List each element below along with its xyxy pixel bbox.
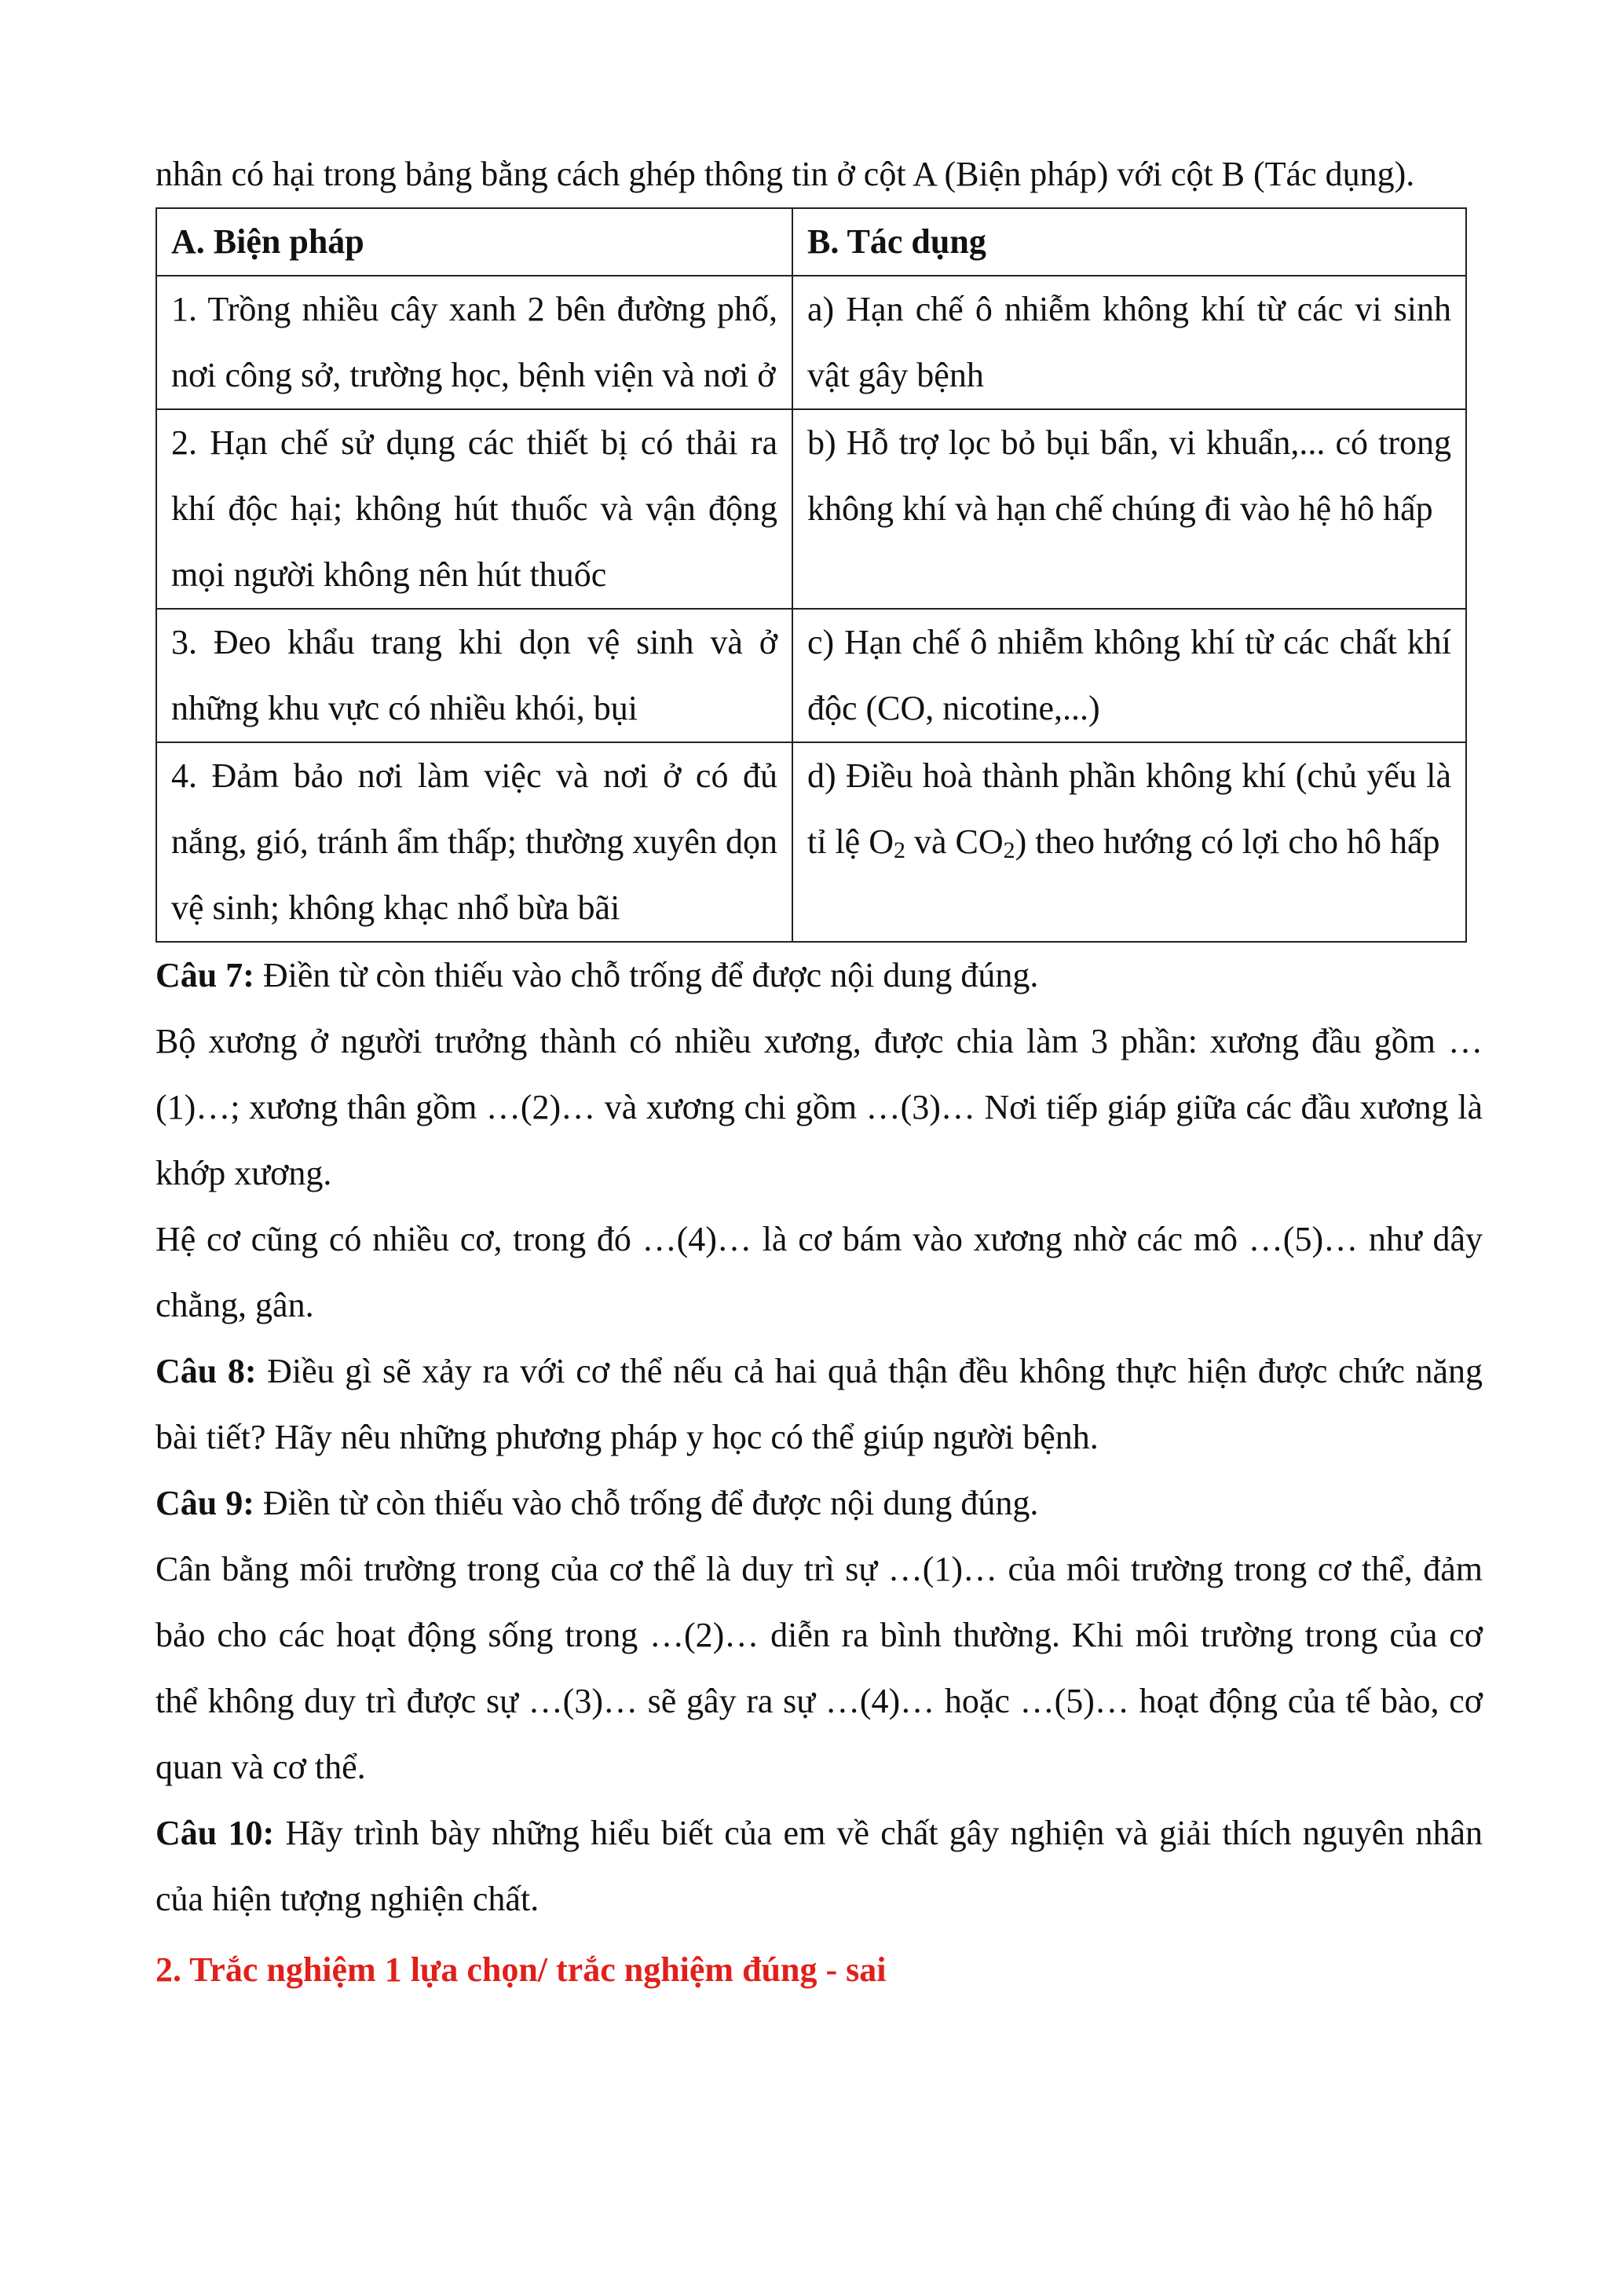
document-page [155, 141, 1483, 2003]
question-label: Câu 7: [155, 956, 254, 994]
table-cell-measure: 1. Trồng nhiều cây xanh 2 bên đường phố, nơi công sở, trường học, bệnh viện và nơi ở [156, 276, 792, 409]
table-cell-effect: c) Hạn chế ô nhiễm không khí từ các chất khí độc (CO, nicotine,...) [792, 609, 1466, 742]
table-cell-effect: a) Hạn chế ô nhiễm không khí từ các vi sinh vật gây bệnh [792, 276, 1466, 409]
subscript: 2 [893, 837, 905, 863]
column-a-header: A. Biện pháp [156, 208, 792, 276]
question-10 [155, 1800, 1483, 1932]
effect-text-part: d) Điều hoà thành phần không khí (chủ yếu là tỉ lệ O [807, 756, 1451, 861]
table-cell-measure: 4. Đảm bảo nơi làm việc và nơi ở có đủ nắng, gió, tránh ẩm thấp; thường xuyên dọn vệ sinh; không khạc nhổ bừa bãi [156, 742, 792, 942]
intro-paragraph: nhân có hại trong bảng bằng cách ghép thông tin ở cột A (Biện pháp) với cột B (Tác dụng). [155, 155, 1415, 193]
question-text: Điền từ còn thiếu vào chỗ trống để được nội dung đúng. [254, 1484, 1039, 1522]
question-label: Câu 8: [155, 1352, 257, 1390]
question-text: Điền từ còn thiếu vào chỗ trống để được nội dung đúng. [254, 956, 1039, 994]
table-cell-effect: b) Hỗ trợ lọc bỏ bụi bẩn, vi khuẩn,... có trong không khí và hạn chế chúng đi vào hệ hô hấp [792, 409, 1466, 609]
effect-text-part: và CO [905, 822, 1004, 861]
section-heading: 2. Trắc nghiệm 1 lựa chọn/ trắc nghiệm đúng - sai [155, 1950, 887, 1989]
table-row [156, 276, 1466, 409]
effect-text-part: ) theo hướng có lợi cho hô hấp [1015, 822, 1440, 861]
question-7-paragraph: Hệ cơ cũng có nhiều cơ, trong đó …(4)… là cơ bám vào xương nhờ các mô …(5)… như dây chằng, gân. [155, 1220, 1483, 1324]
question-7-paragraph: Bộ xương ở người trưởng thành có nhiều xương, được chia làm 3 phần: xương đầu gồm …(1)…; xương thân gồm …(2)… và xương chi gồm …(3)… Nơi tiếp giáp giữa các đầu xương là khớp xương. [155, 1022, 1483, 1192]
table-cell-measure: 3. Đeo khẩu trang khi dọn vệ sinh và ở những khu vực có nhiều khói, bụi [156, 609, 792, 742]
question-7 [155, 943, 1483, 1009]
column-b-header: B. Tác dụng [792, 208, 1466, 276]
table-row [156, 409, 1466, 609]
matching-table [155, 207, 1467, 943]
question-9-paragraph: Cân bằng môi trường trong của cơ thể là duy trì sự …(1)… của môi trường trong cơ thể, đảm bảo cho các hoạt động sống trong …(2)… diễn ra bình thường. Khi môi trường trong của cơ thể không duy trì được sự …(3)… sẽ gây ra sự …(4)… hoặc …(5)… hoạt động của tế bào, cơ quan và cơ thể. [155, 1550, 1483, 1786]
question-label: Câu 9: [155, 1484, 254, 1522]
question-text: Hãy trình bày những hiểu biết của em về chất gây nghiện và giải thích nguyên nhân của hiện tượng nghiện chất. [155, 1814, 1483, 1918]
table-cell-measure: 2. Hạn chế sử dụng các thiết bị có thải ra khí độc hại; không hút thuốc và vận động mọi người không nên hút thuốc [156, 409, 792, 609]
table-row [156, 609, 1466, 742]
table-row [156, 742, 1466, 942]
question-text: Điều gì sẽ xảy ra với cơ thể nếu cả hai quả thận đều không thực hiện được chức năng bài tiết? Hãy nêu những phương pháp y học có thể giúp người bệnh. [155, 1352, 1483, 1456]
subscript: 2 [1003, 837, 1015, 863]
question-9 [155, 1470, 1483, 1536]
question-8 [155, 1338, 1483, 1470]
table-header-row [156, 208, 1466, 276]
question-label: Câu 10: [155, 1814, 275, 1852]
table-cell-effect [792, 742, 1466, 942]
